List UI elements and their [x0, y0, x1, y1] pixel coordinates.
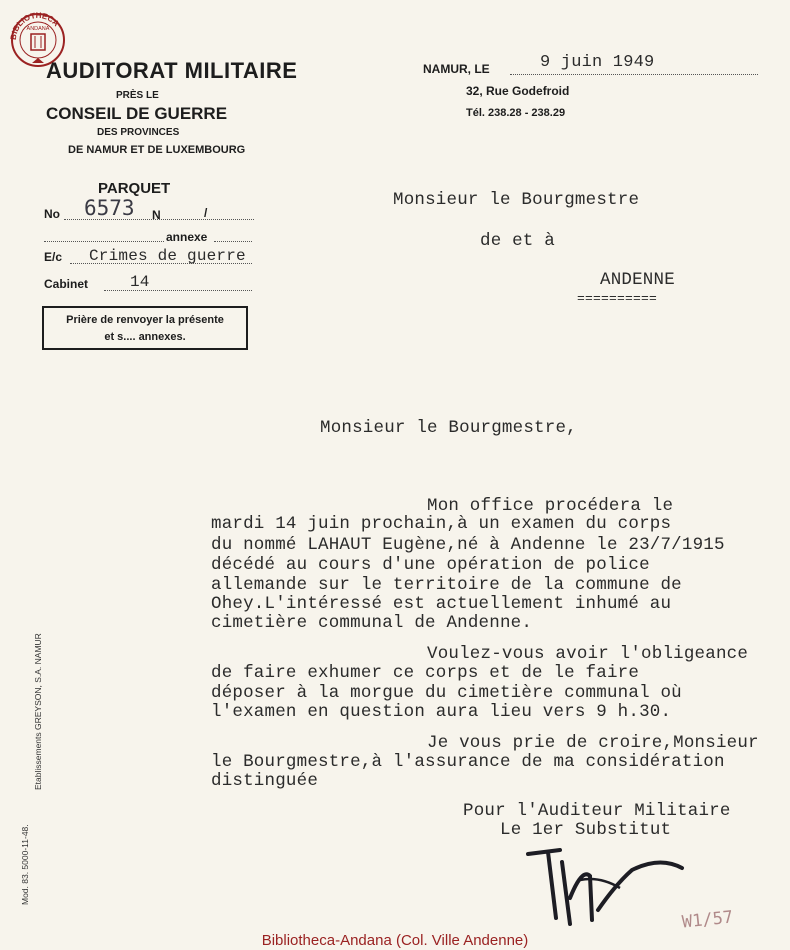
body-line: cimetière communal de Andenne. — [211, 613, 533, 633]
slash-label: / — [204, 206, 208, 220]
annexe-dotted-line-end — [214, 241, 252, 242]
des-provinces-text: DES PROVINCES — [97, 127, 180, 138]
n-label: N — [152, 208, 161, 222]
return-notice-line2: et s.... annexes. — [104, 331, 186, 343]
signature — [520, 840, 690, 930]
conseil-title: CONSEIL DE GUERRE — [46, 104, 228, 123]
body-line: décédé au cours d'une opération de police — [211, 555, 650, 575]
return-notice-line1: Prière de renvoyer la présente — [66, 314, 224, 326]
pres-le-text: PRÈS LE — [116, 90, 159, 101]
auditorat-title: AUDITORAT MILITAIRE — [46, 58, 298, 83]
body-line: distinguée — [211, 771, 319, 791]
cabinet-value: 14 — [130, 273, 150, 291]
body-line: le Bourgmestre,à l'assurance de ma considération — [211, 752, 725, 772]
handwritten-reference: W1/57 — [681, 907, 735, 933]
numero-value: 6573 — [84, 196, 135, 220]
parquet-label: PARQUET — [98, 180, 171, 197]
body-line: Ohey.L'intéressé est actuellement inhumé au — [211, 594, 672, 614]
body-line: l'examen en question aura lieu vers 9 h.30. — [211, 702, 672, 722]
return-notice-box — [42, 306, 248, 350]
body-line: de faire exhumer ce corps et de le faire — [211, 663, 640, 683]
ec-value: Crimes de guerre — [89, 247, 246, 265]
body-line: Mon office procédera le — [427, 496, 674, 516]
signature-icon — [520, 840, 690, 930]
addressee-underline: ========== — [577, 291, 658, 306]
side-print — [8, 633, 48, 910]
body-line: déposer à la morgue du cimetière communal où — [211, 683, 682, 703]
cabinet-dotted-line — [104, 290, 252, 291]
address-text: 32, Rue Godefroid — [466, 84, 570, 98]
stamp-arc-text: BIBLIOTHECA — [8, 10, 61, 41]
body-line: mardi 14 juin prochain,à un examen du corps — [211, 514, 672, 534]
body-line: du nommé LAHAUT Eugène,né à Andenne le 23/7/1915 — [211, 535, 725, 555]
place-label: NAMUR, LE — [423, 62, 490, 76]
numero-label: No — [44, 207, 60, 221]
body-line: Voulez-vous avoir l'obligeance — [427, 644, 749, 664]
stamp-inner-text: ANDANA — [26, 26, 50, 32]
annexe-dotted-line — [44, 241, 164, 242]
telephone-text: Tél. 238.28 - 238.29 — [466, 107, 566, 119]
cabinet-label: Cabinet — [44, 277, 89, 291]
body-line: Je vous prie de croire,Monsieur — [427, 733, 759, 753]
body-line: allemande sur le territoire de la commune de — [211, 575, 682, 595]
closing-line1: Pour l'Auditeur Militaire — [463, 801, 731, 821]
addressee-line2: de et à — [480, 231, 555, 251]
addressee-city: ANDENNE — [600, 270, 675, 290]
salutation: Monsieur le Bourgmestre, — [320, 418, 577, 438]
ec-label: E/c — [44, 250, 63, 264]
namur-luxembourg-text: DE NAMUR ET DE LUXEMBOURG — [68, 144, 246, 156]
closing-line2: Le 1er Substitut — [500, 820, 672, 840]
side-print-model: Mod. 83. 5000-11-48. — [20, 824, 30, 905]
letter-date: 9 juin 1949 — [540, 53, 655, 72]
archive-footer: Bibliotheca-Andana (Col. Ville Andenne) — [261, 932, 529, 949]
date-dotted-line — [510, 74, 758, 75]
addressee-line1: Monsieur le Bourgmestre — [393, 190, 640, 210]
side-print-printer: Etablissements GREYSON, S.A. NAMUR — [33, 633, 43, 790]
annexe-label: annexe — [166, 230, 208, 244]
